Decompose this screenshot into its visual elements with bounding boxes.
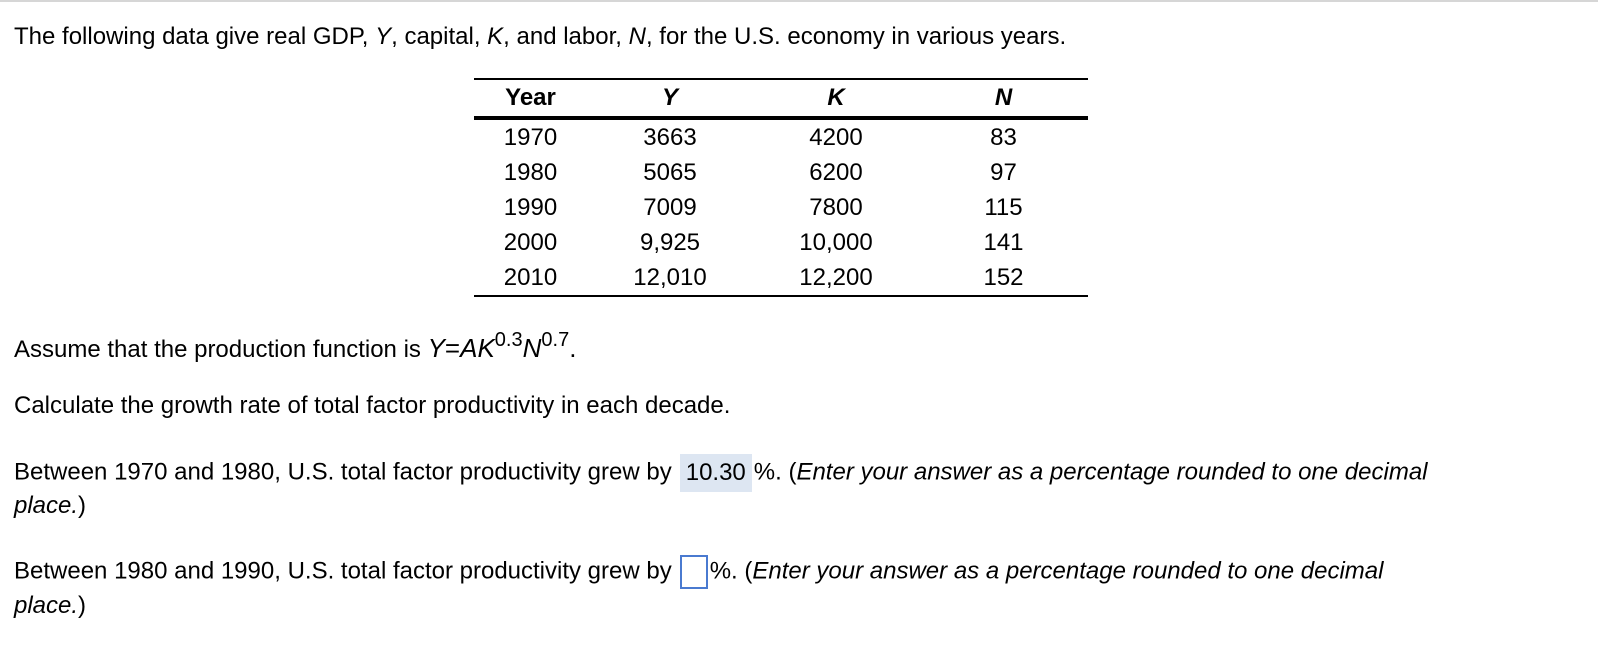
cell-year: 2010	[474, 260, 587, 296]
table-row	[474, 260, 1088, 296]
answer-1-field[interactable]: 10.30	[680, 454, 752, 492]
cell-y: 3663	[643, 123, 697, 151]
cell-year: 1970	[503, 123, 558, 151]
cell-k: 6200	[809, 158, 863, 186]
header-n: N	[919, 79, 1088, 118]
table-row	[474, 155, 1088, 190]
data-table	[474, 78, 1088, 297]
cell-n: 115	[984, 193, 1023, 221]
header-k: K	[753, 79, 919, 118]
production-function-equation: $Y=AK^{0.3}N^{0.7}$.	[427, 329, 577, 363]
question-2: Between 1980 and 1990, U.S. total factor productivity grew by %. (Enter your answer as a percentage rounded to one decimal	[14, 555, 1383, 589]
production-function-text: Assume that the production function is $Y=AK^{0.3}N^{0.7}$.	[14, 329, 577, 363]
cell-k: 12,200	[753, 260, 919, 296]
table-row	[474, 118, 1088, 155]
header-y: Y	[587, 79, 753, 118]
cell-y: 12,010	[587, 260, 753, 296]
top-divider	[0, 0, 1598, 2]
cell-k: 4200	[809, 123, 863, 151]
cell-year: 2000	[503, 228, 558, 256]
cell-k: 7800	[809, 193, 863, 221]
table-row	[474, 225, 1088, 260]
cell-n: 83	[990, 123, 1017, 151]
question-1-line-2: place.)	[14, 492, 87, 519]
answer-2-input[interactable]	[680, 555, 708, 589]
table-header-row	[474, 79, 1088, 118]
table-row	[474, 190, 1088, 225]
cell-y: 5065	[643, 158, 697, 186]
cell-year: 1990	[503, 193, 558, 221]
cell-n: 97	[990, 158, 1017, 186]
intro-text: The following data give real GDP, Y, capital, K, and labor, N, for the U.S. economy in various years.	[14, 23, 1067, 50]
header-year: Year	[474, 79, 587, 118]
cell-y: 9,925	[639, 228, 701, 256]
question-2-line-2: place.)	[14, 592, 87, 619]
cell-n: 141	[983, 228, 1024, 256]
question-1: Between 1970 and 1980, U.S. total factor productivity grew by 10.30 %. (Enter your answer as a percentage rounded to one decimal	[14, 454, 1428, 492]
cell-n: 152	[919, 260, 1088, 296]
cell-k: 10,000	[799, 228, 873, 256]
cell-y: 7009	[643, 193, 697, 221]
instruction-text: Calculate the growth rate of total factor productivity in each decade.	[14, 392, 731, 419]
cell-year: 1980	[503, 158, 558, 186]
